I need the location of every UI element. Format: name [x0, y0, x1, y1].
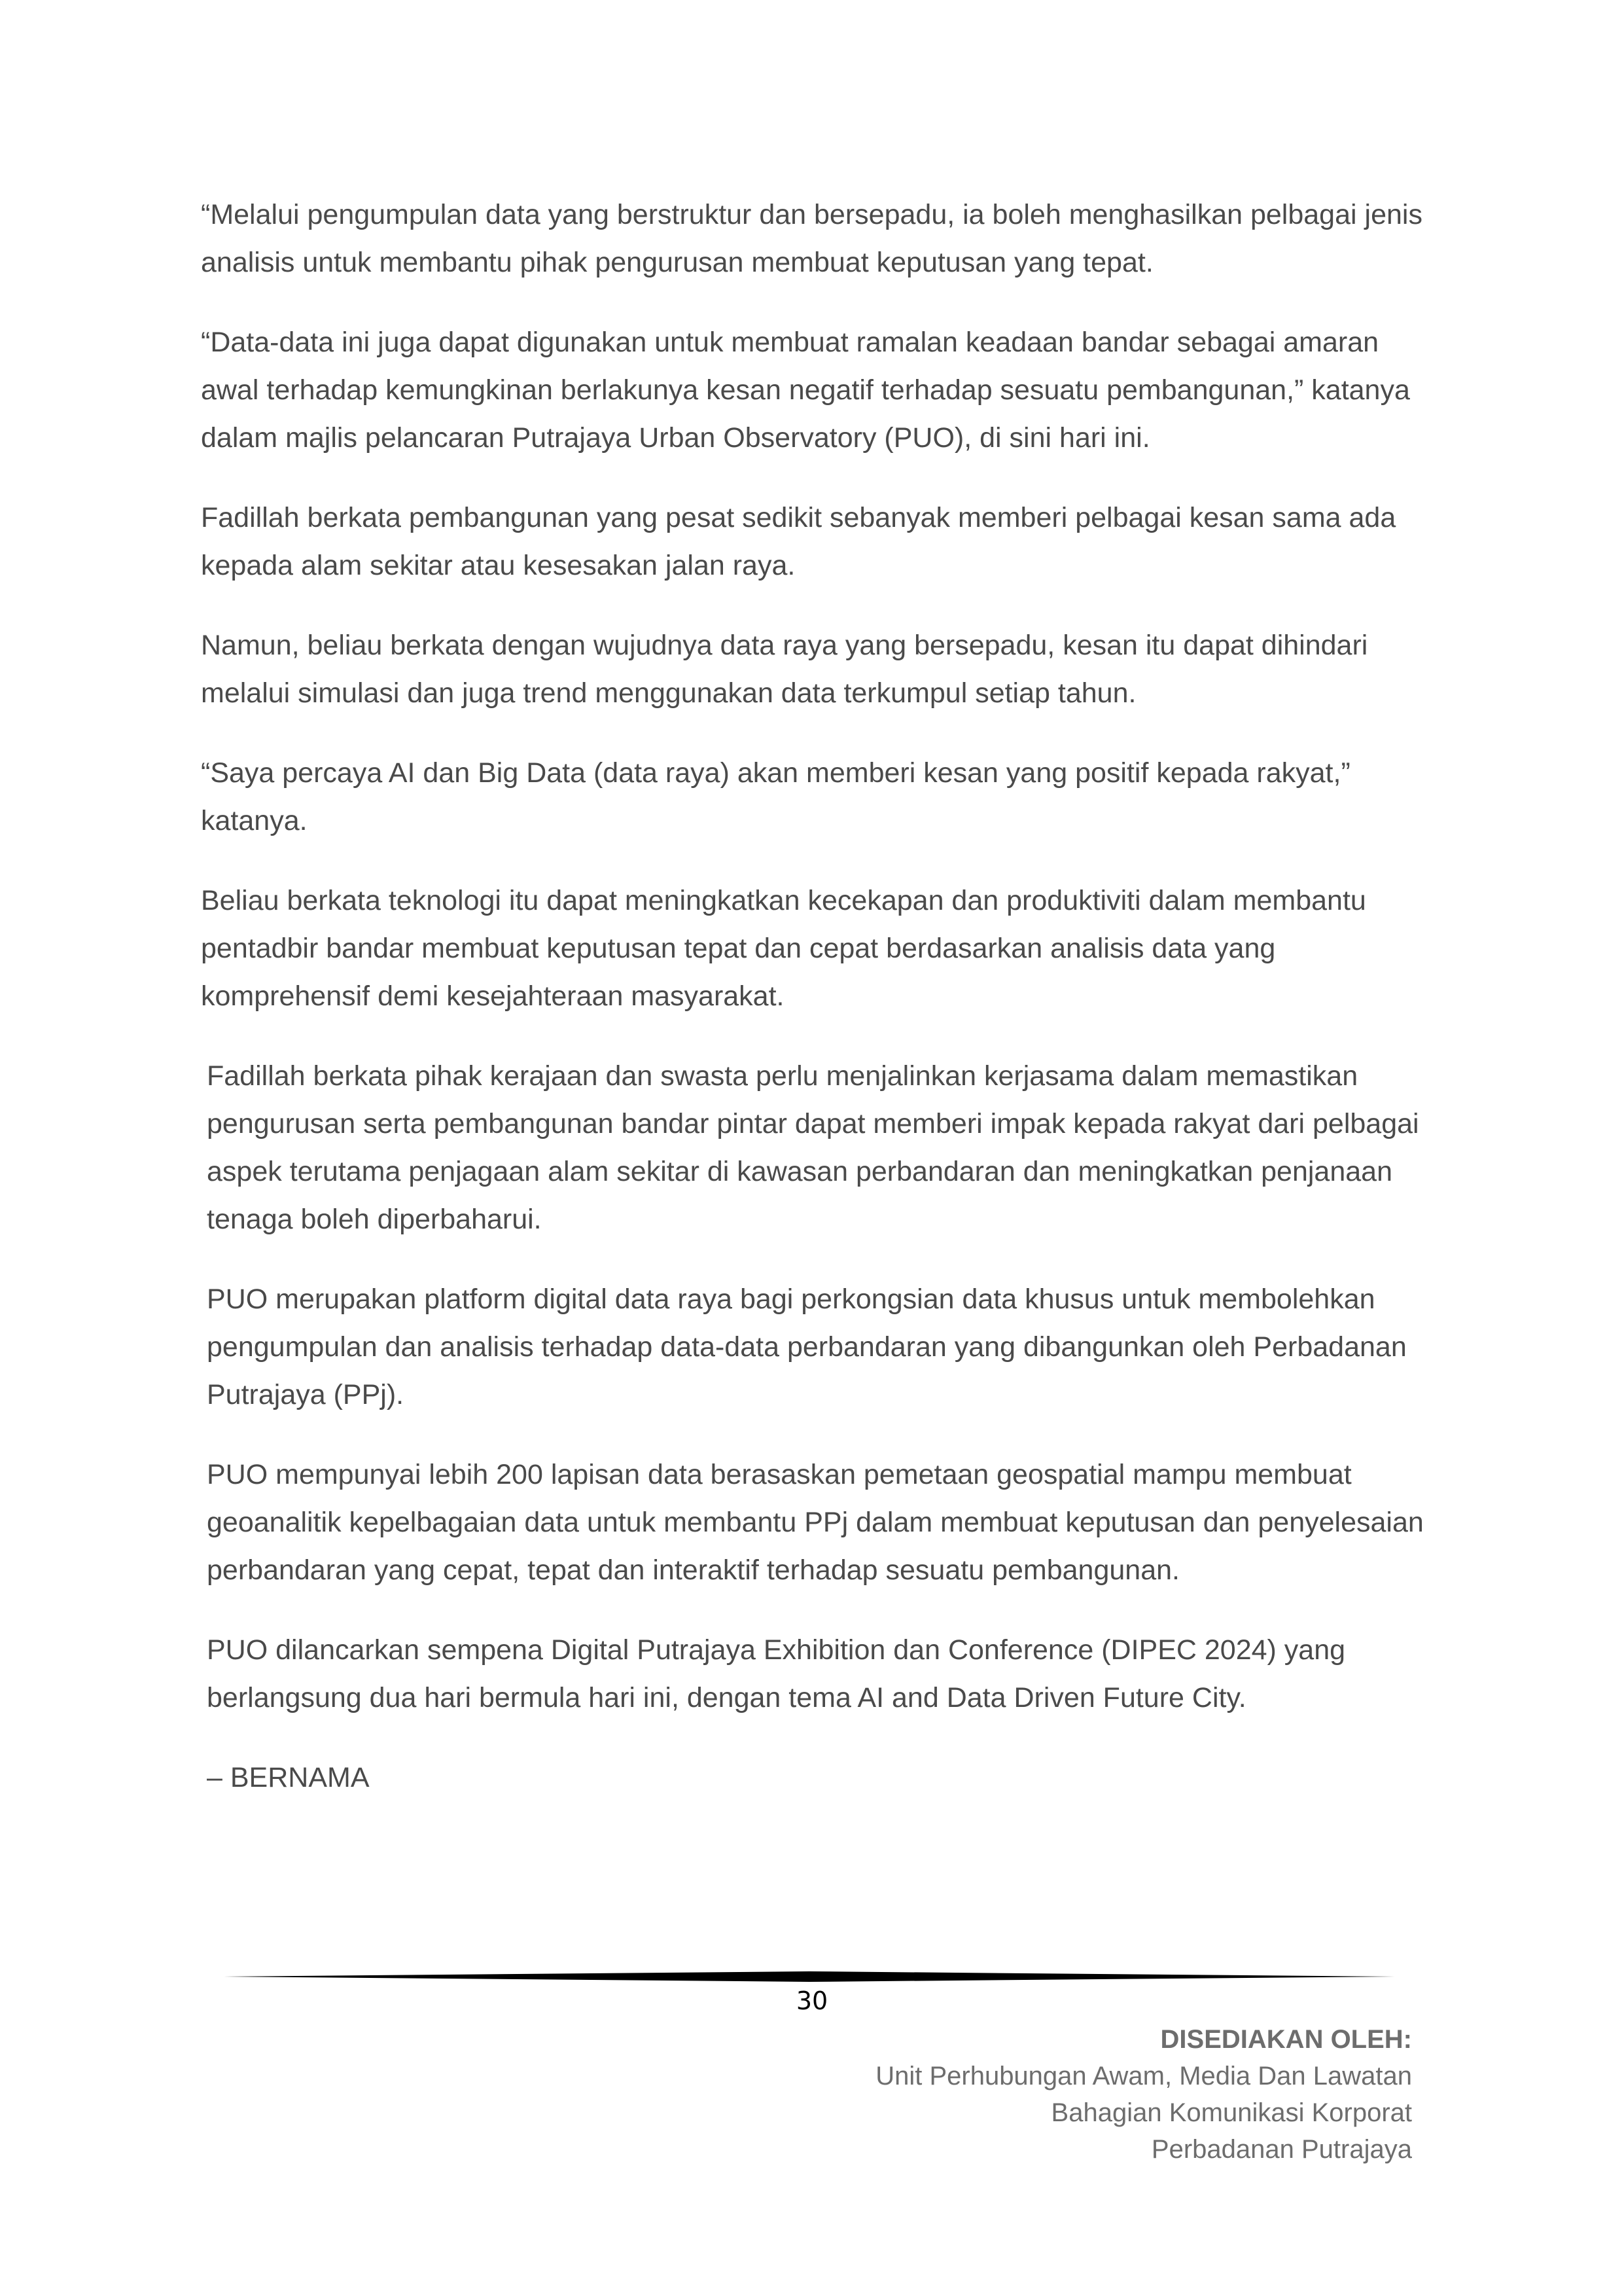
- footer-divider: [224, 1970, 1395, 1983]
- article-paragraph: “Melalui pengumpulan data yang berstruktur dan bersepadu, ia boleh menghasilkan pelbagai jenis analisis untuk membantu pihak pengurusan membuat keputusan yang tepat.: [201, 199, 1422, 278]
- article-paragraph: PUO dilancarkan sempena Digital Putrajaya Exhibition dan Conference (DIPEC 2024) yang berlangsung dua hari bermula hari ini, dengan tema AI and Data Driven Future City.: [207, 1634, 1346, 1713]
- prepared-by-heading: DISEDIAKAN OLEH:: [1160, 2025, 1412, 2054]
- article-paragraph: “Saya percaya AI dan Big Data (data raya) akan memberi kesan yang positif kepada rakyat,” katanya.: [201, 757, 1350, 836]
- article-paragraph: Fadillah berkata pihak kerajaan dan swasta perlu menjalinkan kerjasama dalam memastikan pengurusan serta pembangunan bandar pintar dapat memberi impak kepada rakyat dari pelbagai aspek terutama penjagaan alam sekitar di kawasan perbandaran dan meningkatkan penjanaan tenaga boleh diperbaharui.: [207, 1060, 1419, 1235]
- prepared-by-line: Bahagian Komunikasi Korporat: [1051, 2098, 1412, 2127]
- article-source: – BERNAMA: [207, 1762, 370, 1793]
- article-body: [201, 191, 1444, 1834]
- prepared-by-line: Unit Perhubungan Awam, Media Dan Lawatan: [875, 2062, 1412, 2090]
- prepared-by-block: [875, 2021, 1412, 2168]
- article-paragraph: PUO merupakan platform digital data raya bagi perkongsian data khusus untuk membolehkan pengumpulan dan analisis terhadap data-data perbandaran yang dibangunkan oleh Perbadanan Putrajaya (PPj).: [207, 1283, 1407, 1410]
- article-paragraph: PUO mempunyai lebih 200 lapisan data berasaskan pemetaan geospatial mampu membuat geoanalitik kepelbagaian data untuk membantu PPj dalam membuat keputusan dan penyelesaian perbandaran yang cepat, tepat dan interaktif terhadap sesuatu pembangunan.: [207, 1459, 1424, 1586]
- prepared-by-line: Perbadanan Putrajaya: [1151, 2135, 1412, 2164]
- article-paragraph: Beliau berkata teknologi itu dapat meningkatkan kecekapan dan produktiviti dalam membantu pentadbir bandar membuat keputusan tepat dan cepat berdasarkan analisis data yang komprehensif demi kesejahteraan masyarakat.: [201, 885, 1366, 1012]
- article-paragraph: Fadillah berkata pembangunan yang pesat sedikit sebanyak memberi pelbagai kesan sama ada kepada alam sekitar atau kesesakan jalan raya.: [201, 502, 1396, 581]
- article-paragraph: Namun, beliau berkata dengan wujudnya data raya yang bersepadu, kesan itu dapat dihindari melalui simulasi dan juga trend menggunakan data terkumpul setiap tahun.: [201, 630, 1368, 709]
- article-continuation: [201, 1052, 1444, 1802]
- article-paragraph: “Data-data ini juga dapat digunakan untuk membuat ramalan keadaan bandar sebagai amaran awal terhadap kemungkinan berlakunya kesan negatif terhadap sesuatu pembangunan,” katanya dalam majlis pelancaran Putrajaya Urban Observatory (PUO), di sini hari ini.: [201, 327, 1410, 454]
- page-number: 30: [796, 1986, 828, 2015]
